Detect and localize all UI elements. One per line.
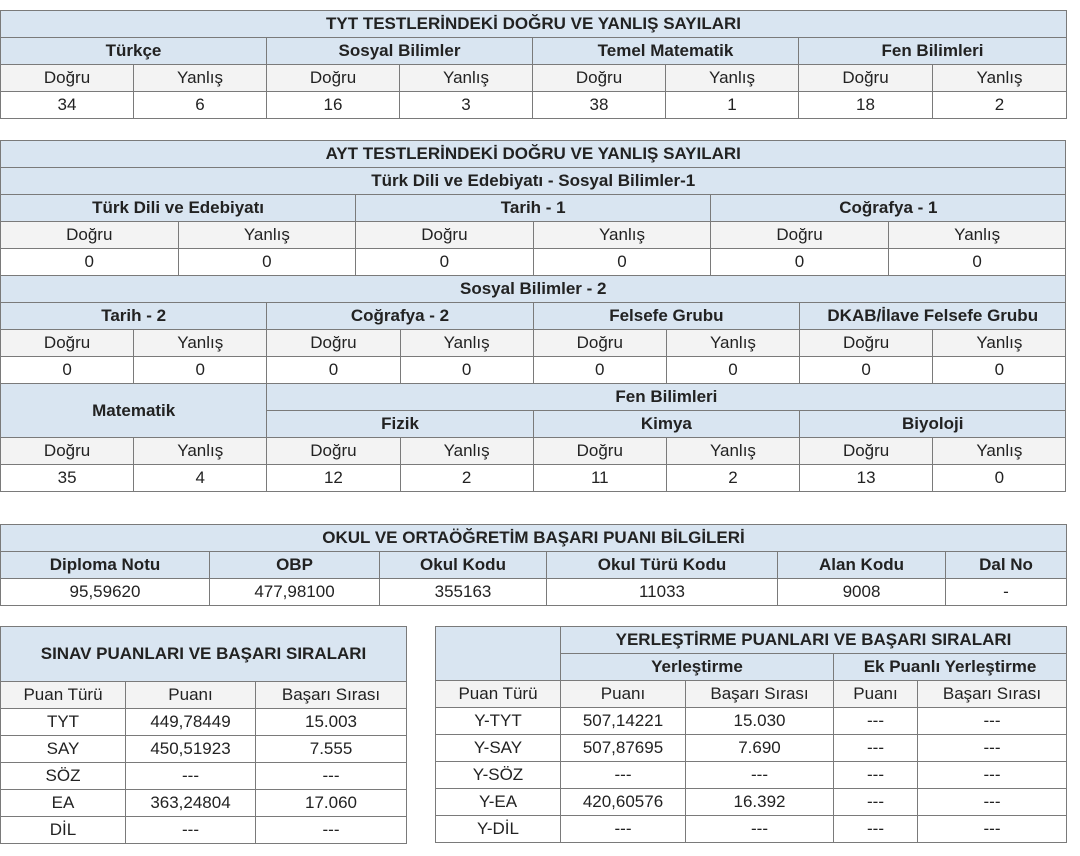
table-row: [1, 709, 407, 736]
ek-basari-sirasi: ---: [918, 816, 1067, 843]
dogru-label: Doğru: [267, 330, 400, 357]
ek-basari-sirasi: ---: [918, 762, 1067, 789]
yanlis-value: 1: [666, 92, 799, 119]
yanlis-value: 0: [134, 357, 267, 384]
dogru-value: 12: [267, 465, 400, 492]
ayt-subject-name: Coğrafya - 1: [711, 195, 1066, 222]
dogru-label: Doğru: [711, 222, 889, 249]
dogru-value: 0: [533, 357, 666, 384]
yer-header: Başarı Sırası: [918, 681, 1067, 708]
dogru-label: Doğru: [356, 222, 534, 249]
tyt-subject-name: Türkçe: [1, 38, 267, 65]
yanlis-value: 0: [933, 357, 1066, 384]
table-row: [436, 708, 1067, 735]
basari-sirasi: ---: [256, 817, 407, 844]
yer-header: Puan Türü: [436, 681, 561, 708]
okul-header: Alan Kodu: [778, 552, 946, 579]
ayt-subject-name: Tarih - 1: [356, 195, 711, 222]
yanlis-value: 0: [400, 357, 533, 384]
sinav-table: [0, 626, 407, 844]
basari-sirasi: 16.392: [686, 789, 834, 816]
ayt-table: [0, 140, 1066, 492]
yanlis-value: 2: [933, 92, 1067, 119]
sinav-header: Puan Türü: [1, 682, 126, 709]
okul-header: Diploma Notu: [1, 552, 210, 579]
tyt-subject-name: Temel Matematik: [533, 38, 799, 65]
dogru-label: Doğru: [533, 438, 666, 465]
yer-header: Puanı: [834, 681, 918, 708]
puan: 450,51923: [126, 736, 256, 763]
dogru-label: Doğru: [533, 65, 666, 92]
table-row: [436, 735, 1067, 762]
ayt-subject-name: Felsefe Grubu: [533, 303, 799, 330]
puan: ---: [126, 763, 256, 790]
puan-turu: DİL: [1, 817, 126, 844]
ek-basari-sirasi: ---: [918, 789, 1067, 816]
dogru-label: Doğru: [1, 222, 179, 249]
dogru-value: 0: [1, 357, 134, 384]
basari-sirasi: 15.003: [256, 709, 407, 736]
dogru-value: 11: [533, 465, 666, 492]
dogru-value: 0: [1, 249, 179, 276]
table-row: [1, 763, 407, 790]
okul-header: Dal No: [946, 552, 1067, 579]
yanlis-label: Yanlış: [933, 65, 1067, 92]
ek-group-label: Ek Puanlı Yerleştirme: [834, 654, 1067, 681]
ayt-subject-name: Türk Dili ve Edebiyatı: [1, 195, 356, 222]
basari-sirasi: 7.555: [256, 736, 407, 763]
yanlis-label: Yanlış: [933, 438, 1066, 465]
puan-turu: Y-EA: [436, 789, 561, 816]
dogru-value: 35: [1, 465, 134, 492]
dogru-value: 0: [711, 249, 889, 276]
yanlis-label: Yanlış: [888, 222, 1066, 249]
puan-turu: TYT: [1, 709, 126, 736]
table-row: [436, 789, 1067, 816]
dogru-label: Doğru: [533, 330, 666, 357]
ek-puan: ---: [834, 735, 918, 762]
dogru-label: Doğru: [1, 330, 134, 357]
dogru-value: 38: [533, 92, 666, 119]
puan-turu: Y-SÖZ: [436, 762, 561, 789]
ayt-group1-title: Türk Dili ve Edebiyatı - Sosyal Bilimler-1: [1, 168, 1066, 195]
dogru-value: 0: [356, 249, 534, 276]
yanlis-label: Yanlış: [933, 330, 1066, 357]
table-row: [1, 736, 407, 763]
dogru-value: 16: [267, 92, 400, 119]
yanlis-value: 0: [533, 249, 711, 276]
yanlis-label: Yanlış: [400, 438, 533, 465]
ayt-subject-name: Biyoloji: [800, 411, 1066, 438]
yanlis-label: Yanlış: [400, 330, 533, 357]
ek-puan: ---: [834, 789, 918, 816]
puan: 420,60576: [561, 789, 686, 816]
ayt-subject-name: Coğrafya - 2: [267, 303, 533, 330]
basari-sirasi: 7.690: [686, 735, 834, 762]
ek-puan: ---: [834, 762, 918, 789]
yer-group-label: Yerleştirme: [561, 654, 834, 681]
okul-header: Okul Türü Kodu: [547, 552, 778, 579]
ek-puan: ---: [834, 708, 918, 735]
puan: 449,78449: [126, 709, 256, 736]
sinav-title: SINAV PUANLARI VE BAŞARI SIRALARI: [1, 627, 407, 682]
dogru-value: 0: [800, 357, 933, 384]
dogru-value: 0: [267, 357, 400, 384]
dogru-value: 13: [800, 465, 933, 492]
ayt-fen-title: Fen Bilimleri: [267, 384, 1066, 411]
dogru-label: Doğru: [800, 438, 933, 465]
basari-sirasi: ---: [686, 762, 834, 789]
yerlestirme-table: [435, 626, 1067, 843]
yanlis-value: 0: [933, 465, 1066, 492]
table-row: [1, 790, 407, 817]
puan: ---: [126, 817, 256, 844]
tyt-title: TYT TESTLERİNDEKİ DOĞRU VE YANLIŞ SAYILARI: [1, 11, 1067, 38]
puan-turu: EA: [1, 790, 126, 817]
sinav-header: Başarı Sırası: [256, 682, 407, 709]
tyt-subject-name: Sosyal Bilimler: [267, 38, 533, 65]
okul-table: [0, 524, 1067, 606]
yanlis-label: Yanlış: [134, 438, 267, 465]
sinav-header: Puanı: [126, 682, 256, 709]
basari-sirasi: 15.030: [686, 708, 834, 735]
table-row: [1, 817, 407, 844]
yanlis-label: Yanlış: [400, 65, 533, 92]
ayt-subject-name: Fizik: [267, 411, 533, 438]
puan-turu: SAY: [1, 736, 126, 763]
okul-value: 477,98100: [210, 579, 380, 606]
table-row: [436, 762, 1067, 789]
okul-value: 9008: [778, 579, 946, 606]
basari-sirasi: ---: [256, 763, 407, 790]
tyt-table: [0, 10, 1067, 119]
yanlis-value: 2: [400, 465, 533, 492]
yanlis-value: 0: [888, 249, 1066, 276]
yanlis-label: Yanlış: [666, 330, 799, 357]
okul-value: 355163: [380, 579, 547, 606]
okul-header: OBP: [210, 552, 380, 579]
dogru-value: 34: [1, 92, 134, 119]
yanlis-value: 3: [400, 92, 533, 119]
yanlis-label: Yanlış: [666, 65, 799, 92]
yanlis-label: Yanlış: [178, 222, 356, 249]
dogru-label: Doğru: [1, 438, 134, 465]
dogru-label: Doğru: [267, 65, 400, 92]
puan-turu: SÖZ: [1, 763, 126, 790]
yer-header: Puanı: [561, 681, 686, 708]
yanlis-label: Yanlış: [666, 438, 799, 465]
yerlestirme-title: YERLEŞTİRME PUANLARI VE BAŞARI SIRALARI: [561, 627, 1067, 654]
yanlis-value: 2: [666, 465, 799, 492]
puan-turu: Y-SAY: [436, 735, 561, 762]
yanlis-label: Yanlış: [134, 330, 267, 357]
yer-header: Başarı Sırası: [686, 681, 834, 708]
okul-value: -: [946, 579, 1067, 606]
ayt-group2-title: Sosyal Bilimler - 2: [1, 276, 1066, 303]
ayt-subject-name: DKAB/İlave Felsefe Grubu: [800, 303, 1066, 330]
yanlis-value: 6: [134, 92, 267, 119]
yanlis-value: 0: [666, 357, 799, 384]
dogru-value: 18: [799, 92, 933, 119]
ek-basari-sirasi: ---: [918, 735, 1067, 762]
puan-turu: Y-DİL: [436, 816, 561, 843]
okul-header: Okul Kodu: [380, 552, 547, 579]
puan: 363,24804: [126, 790, 256, 817]
yanlis-value: 0: [178, 249, 356, 276]
okul-title: OKUL VE ORTAÖĞRETİM BAŞARI PUANI BİLGİLERİ: [1, 525, 1067, 552]
dogru-label: Doğru: [799, 65, 933, 92]
puan: ---: [561, 762, 686, 789]
ek-puan: ---: [834, 816, 918, 843]
puan-turu: Y-TYT: [436, 708, 561, 735]
dogru-label: Doğru: [267, 438, 400, 465]
ayt-subject-name: Kimya: [533, 411, 799, 438]
dogru-label: Doğru: [1, 65, 134, 92]
basari-sirasi: ---: [686, 816, 834, 843]
puan: ---: [561, 816, 686, 843]
okul-value: 11033: [547, 579, 778, 606]
ayt-matematik-name: Matematik: [1, 384, 267, 438]
puan: 507,14221: [561, 708, 686, 735]
yanlis-label: Yanlış: [533, 222, 711, 249]
ayt-subject-name: Tarih - 2: [1, 303, 267, 330]
basari-sirasi: 17.060: [256, 790, 407, 817]
puan: 507,87695: [561, 735, 686, 762]
table-row: [436, 816, 1067, 843]
ek-basari-sirasi: ---: [918, 708, 1067, 735]
okul-value: 95,59620: [1, 579, 210, 606]
yer-empty-corner: [436, 627, 561, 681]
yanlis-value: 4: [134, 465, 267, 492]
ayt-title: AYT TESTLERİNDEKİ DOĞRU VE YANLIŞ SAYILARI: [1, 141, 1066, 168]
tyt-subject-name: Fen Bilimleri: [799, 38, 1067, 65]
yanlis-label: Yanlış: [134, 65, 267, 92]
dogru-label: Doğru: [800, 330, 933, 357]
